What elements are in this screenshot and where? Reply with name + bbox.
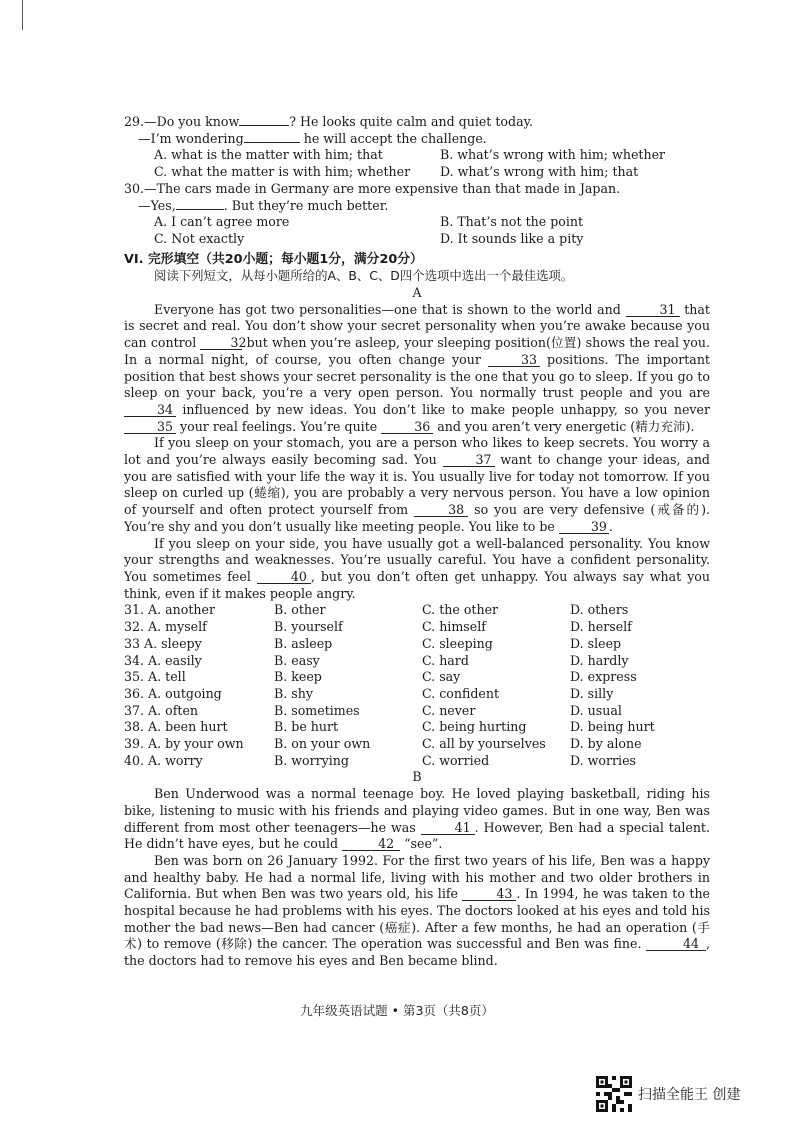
answer-blank [244, 142, 300, 143]
scanner-watermark [596, 1076, 740, 1112]
option-c: C. being hurting [422, 719, 527, 735]
blank-34: 34 [124, 403, 176, 417]
option-a [124, 653, 274, 670]
option-text: A. easily [148, 652, 202, 668]
passage-text: but when you’re asleep, your sleeping position(位置) shows the real you. In a normal night, of course, you often change your [124, 335, 710, 367]
option-d: D. express [570, 669, 637, 685]
passage-text: Ben Underwood was a normal teenage boy. He loved playing basketball, riding his bike, listening to music with his friends and playing video games. But in one way, Ben was different from most other teenagers—he was [124, 786, 710, 835]
option-b: B. yourself [274, 619, 343, 635]
blank-33: 33 [488, 353, 540, 367]
option-a [124, 736, 274, 753]
option-b: B. on your own [274, 736, 371, 752]
option-b: B. That’s not the point [440, 214, 584, 230]
option-text: A. another [148, 602, 215, 618]
option-text: A. tell [148, 669, 186, 685]
option-a [124, 602, 274, 619]
scanner-text: 扫描全能王 创建 [638, 1087, 741, 1103]
option-question-number: 32. [124, 619, 145, 635]
passage-text: positions. The important position that best shows your secret personality is the one that you go to sleep. If you go to sleep on your back, you’re a very open person. You normally trust people and you are [124, 351, 710, 401]
option-d: D. others [570, 602, 629, 618]
passage-text: your real feelings. You’re quite [176, 418, 382, 434]
question-30 [124, 181, 710, 248]
option-a [124, 636, 274, 653]
question-29 [124, 114, 710, 181]
option-c: C. say [422, 669, 461, 685]
option-text: A. been hurt [148, 719, 228, 735]
blank-37: 37 [443, 453, 495, 467]
blank-31: 31 [626, 303, 680, 317]
option-b: B. be hurt [274, 719, 339, 735]
option-question-number: 34. [124, 652, 145, 668]
option-question-number: 39. [124, 736, 145, 752]
option-d: D. what’s wrong with him; that [440, 164, 639, 180]
option-a [124, 753, 274, 770]
option-text: A. sleepy [144, 635, 202, 651]
blank-39: 39 [559, 520, 609, 534]
options-grid-31-40 [124, 602, 710, 769]
passage-text: “see”. [400, 836, 443, 852]
question-text: . But they’re much better. [223, 197, 389, 213]
passage-b-paragraph-2 [124, 853, 710, 970]
option-b: B. what’s wrong with him; whether [440, 147, 666, 163]
option-question-number: 37. [124, 702, 145, 718]
option-d: D. sleep [570, 635, 622, 651]
blank-35: 35 [124, 420, 176, 434]
passage-text: influenced by new ideas. You don’t like to make people unhappy, so you never [176, 401, 710, 417]
section-title: VI. 完形填空（共20小题；每小题1分，满分20分） [124, 251, 423, 267]
option-d: D. silly [570, 685, 614, 701]
option-d: D. It sounds like a pity [440, 230, 584, 246]
passage-text: so you are very defensive (戒备的). You’re shy and you don’t usually like meeting people. You like to be [124, 502, 710, 534]
blank-38: 38 [414, 503, 468, 517]
option-d: D. worries [570, 752, 637, 768]
option-a: A. I can’t agree more [154, 214, 290, 230]
option-d: D. hardly [570, 652, 629, 668]
option-c: C. confident [422, 685, 500, 701]
option-question-number: 31. [124, 602, 145, 618]
passage-text: Ben was born on 26 January 1992. For the first two years of his life, Ben was a happy and healthy baby. He had a normal life, living with his mother and two older brothers in California. But when Ben was two years old, his life [124, 852, 710, 902]
answer-blank [176, 209, 224, 210]
option-b: B. shy [274, 685, 313, 701]
option-text: A. often [148, 702, 199, 718]
option-c: C. the other [422, 602, 499, 618]
question-text: he will accept the challenge. [299, 130, 487, 146]
option-c: C. hard [422, 652, 469, 668]
options-row [124, 164, 710, 181]
passage-a-paragraph-2 [124, 435, 710, 535]
page-footer: 九年级英语试题 • 第3页（共8页） [300, 1003, 494, 1018]
option-text: A. myself [148, 619, 207, 635]
section-instruction: 阅读下列短文，从每小题所给的A、B、C、D四个选项中选出一个最佳选项。 [154, 268, 574, 284]
passage-text: want to change your ideas, and you are satisfied with your life the way it is. You usually live for today not tomorrow. If you sleep on curled up (蜷缩), you are probably a very nervous person. You have a low opinion of yourself and often protect yourself from [124, 452, 710, 518]
question-text: —Do you know [144, 114, 240, 129]
binding-line [22, 0, 23, 30]
option-question-number: 36. [124, 685, 145, 701]
option-c: C. all by yourselves [422, 736, 546, 752]
option-text: A. outgoing [148, 685, 222, 701]
blank-40: 40 [257, 570, 311, 584]
question-number: 29. [124, 114, 145, 129]
question-text: —The cars made in Germany are more expensive than that made in Japan. [144, 180, 621, 196]
passage-text: and you aren’t very energetic (精力充沛). [433, 418, 695, 434]
question-29-line-2 [124, 131, 710, 148]
option-a [124, 686, 274, 703]
question-30-line-2 [124, 198, 710, 215]
option-question-number: 33 [124, 635, 141, 651]
passage-text: , but you don’t often get unhappy. You always say what you think, even if it makes people angry. [124, 568, 711, 601]
option-text: A. worry [148, 752, 203, 768]
blank-41: 41 [421, 821, 475, 835]
option-c: C. Not exactly [154, 230, 245, 246]
option-c: C. sleeping [422, 635, 493, 651]
passage-a-paragraph-1 [124, 302, 710, 436]
option-b: B. asleep [274, 635, 333, 651]
option-a [124, 669, 274, 686]
passage-text: . However, Ben had a special talent. He didn’t have eyes, but he could [124, 819, 710, 852]
passage-text: that is secret and real. You don’t show your secret personality when you’re awake because you can control [124, 301, 710, 351]
blank-44: 44 [646, 937, 706, 951]
question-29-line-1 [124, 114, 710, 131]
passage-text: If you sleep on your stomach, you are a person who likes to keep secrets. You worry a lot and you’re always easily becoming sad. You [124, 435, 710, 468]
answer-blank [239, 125, 289, 126]
options-row [124, 231, 710, 248]
option-a [124, 703, 274, 720]
option-a [124, 619, 274, 636]
options-row [124, 147, 710, 164]
option-b: B. worrying [274, 752, 349, 768]
option-c: C. worried [422, 752, 490, 768]
passage-text: . [608, 518, 613, 534]
passage-a-paragraph-3 [124, 536, 710, 603]
question-number: 30. [124, 180, 145, 196]
option-a: A. what is the matter with him; that [154, 147, 383, 163]
option-d: D. herself [570, 619, 632, 635]
blank-43: 43 [462, 887, 516, 901]
option-c: C. what the matter is with him; whether [154, 164, 411, 180]
option-b: B. keep [274, 669, 322, 685]
qr-code-icon [596, 1076, 632, 1112]
option-b: B. sometimes [274, 702, 360, 718]
option-b: B. other [274, 602, 326, 618]
option-d: D. being hurt [570, 719, 655, 735]
option-d: D. by alone [570, 736, 642, 752]
passage-a-label: A [412, 285, 422, 301]
question-text: ? He looks quite calm and quiet today. [289, 114, 534, 129]
option-question-number: 38. [124, 719, 145, 735]
option-c: C. himself [422, 619, 486, 635]
passage-text: , the doctors had to remove his eyes and Ben became blind. [124, 936, 710, 969]
question-text: —Yes, [138, 197, 176, 213]
option-d: D. usual [570, 702, 622, 718]
blank-36: 36 [381, 420, 433, 434]
question-30-line-1 [124, 181, 710, 198]
passage-b-paragraph-1 [124, 786, 710, 853]
option-question-number: 35. [124, 669, 145, 685]
option-b: B. easy [274, 652, 320, 668]
blank-32: 32 [200, 336, 242, 350]
option-question-number: 40. [124, 752, 145, 768]
option-c: C. never [422, 702, 476, 718]
exam-page [124, 114, 710, 970]
passage-text: If you sleep on your side, you have usually got a well-balanced personality. You know your strengths and weaknesses. You’re usually careful. You have a confident personality. You sometimes feel [124, 535, 710, 584]
option-a [124, 719, 274, 736]
passage-b-label: B [412, 769, 422, 785]
passage-text: . In 1994, he was taken to the hospital because he had problems with his eyes. The doctors looked at his eyes and told his mother the bad news—Ben had cancer (癌症). After a few months, he had an operation (手术) to remove (移除) the cancer. The operation was successful and Ben was fine. [124, 886, 711, 952]
option-text: A. by your own [148, 736, 244, 752]
blank-42: 42 [342, 837, 400, 851]
passage-text: Everyone has got two personalities—one that is shown to the world and [154, 301, 626, 317]
options-row [124, 214, 710, 231]
question-text: —I’m wondering [138, 130, 244, 146]
